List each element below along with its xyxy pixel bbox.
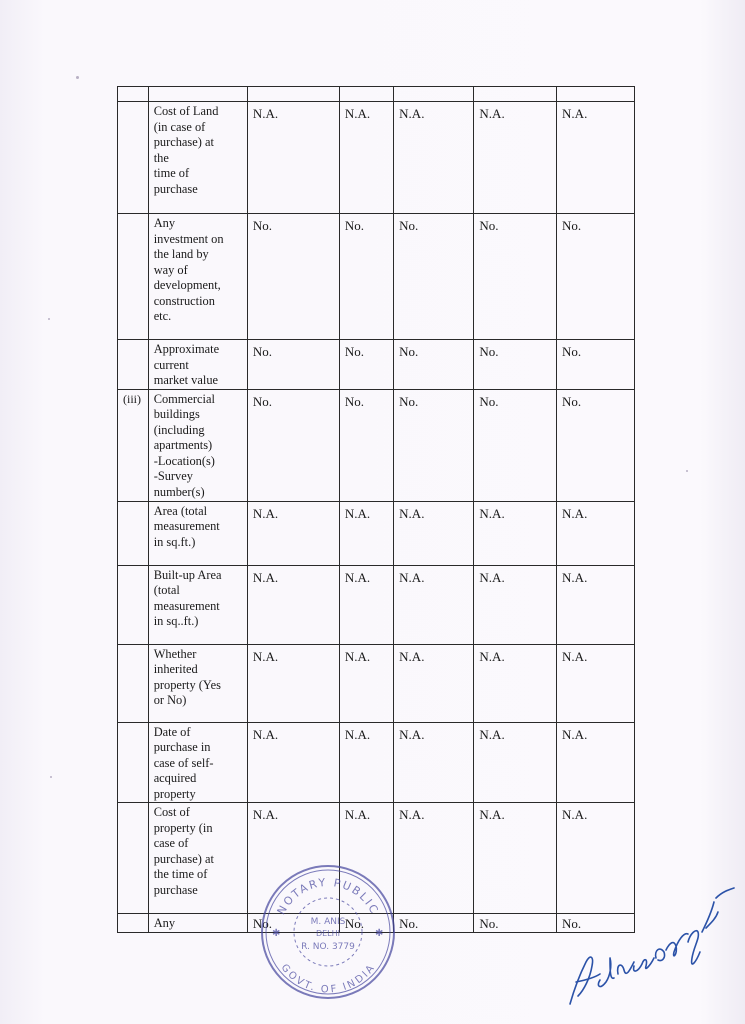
paper-speck [50,776,52,778]
cell-value: No. [562,218,582,233]
cell-value: N.A. [399,807,425,822]
cell-value: No. [344,393,365,409]
table-row [118,340,635,390]
section-index: (iii) [123,391,141,406]
row-description: Area (total measurement in sq.ft.) [153,503,220,549]
cell-value: N.A. [252,106,279,121]
cell-value: N.A. [344,505,371,521]
cell-value: N.A. [562,648,588,664]
cell-value: No. [562,344,582,359]
cell-value: N.A. [399,106,425,121]
cell-value: N.A. [399,726,425,742]
cell-value: No. [479,218,499,233]
cell-value: No. [252,393,272,409]
cell-value: N.A. [479,106,505,121]
row-description: Built-up Area (total measurement in sq..ft.) [153,567,222,628]
stamp-bottom-text: GOVT. OF INDIA [278,962,378,996]
table-row [118,389,635,501]
cell-value: No. [399,393,419,409]
row-description: Whether inherited property (Yes or No) [153,646,221,707]
table-row [118,644,635,722]
handwritten-signature [560,862,740,1012]
cell-value: No. [344,218,365,233]
row-description: Cost of property (in case of purchase) at the time of purchase [153,805,214,897]
affidavit-assets-table [117,86,635,933]
row-description: Date of purchase in case of self- acquired property [153,724,214,801]
cell-value: No. [344,916,365,931]
cell-value: N.A. [344,807,371,822]
cell-value: N.A. [562,106,588,121]
cell-value: N.A. [479,807,505,822]
cell-value: N.A. [479,505,505,521]
cell-value: N.A. [252,569,279,585]
cell-value: N.A. [344,648,371,664]
cell-value: N.A. [562,807,588,822]
table-row [118,722,635,803]
cell-value: N.A. [252,648,279,664]
stamp-top-text: NOTARY PUBLIC [274,875,382,917]
cell-value: N.A. [479,569,505,585]
stamp-city: DELHI [315,929,341,938]
stamp-star-icon: ✱ [375,928,384,939]
cell-value: N.A. [344,106,371,121]
paper-speck [686,470,688,472]
table-header-row [118,87,635,102]
cell-value: No. [399,344,419,359]
cell-value: N.A. [252,505,279,521]
cell-value: N.A. [479,726,505,742]
row-description: Any investment on the land by way of development, construction etc. [153,216,224,323]
cell-value: N.A. [399,648,425,664]
table-row [118,501,635,565]
stamp-star-icon: ✱ [272,928,281,939]
row-description: Cost of Land (in case of purchase) at the time of purchase [153,104,219,196]
cell-value: N.A. [252,726,279,742]
row-description: Any [153,916,176,930]
table-row [118,565,635,644]
cell-value: No. [252,344,272,359]
cell-value: No. [344,344,365,359]
cell-value: N.A. [562,726,588,742]
cell-value: N.A. [562,569,588,585]
row-description: Commercial buildings (including apartments) -Location(s) -Survey number(s) [153,391,215,499]
cell-value: No. [399,218,419,233]
stamp-name: M. ANIS [310,917,346,927]
cell-value: N.A. [399,505,425,521]
cell-value: N.A. [399,569,425,585]
cell-value: No. [479,393,499,409]
cell-value: No. [562,916,582,931]
cell-value: No. [252,916,272,931]
table-row [118,102,635,214]
notary-stamp [258,862,398,1002]
cell-value: No. [479,344,499,359]
cell-value: No. [399,916,419,931]
row-description: Approximate current market value [153,342,220,387]
cell-value: N.A. [252,807,279,822]
cell-value: N.A. [344,726,371,742]
stamp-reg-number: R. NO. 3779 [301,942,355,952]
cell-value: No. [252,218,272,233]
cell-value: N.A. [479,648,505,664]
paper-speck [76,76,79,79]
cell-value: No. [562,393,582,409]
table-row [118,214,635,340]
paper-speck [48,318,50,320]
cell-value: N.A. [562,505,588,521]
cell-value: No. [479,916,499,931]
cell-value: N.A. [344,569,371,585]
